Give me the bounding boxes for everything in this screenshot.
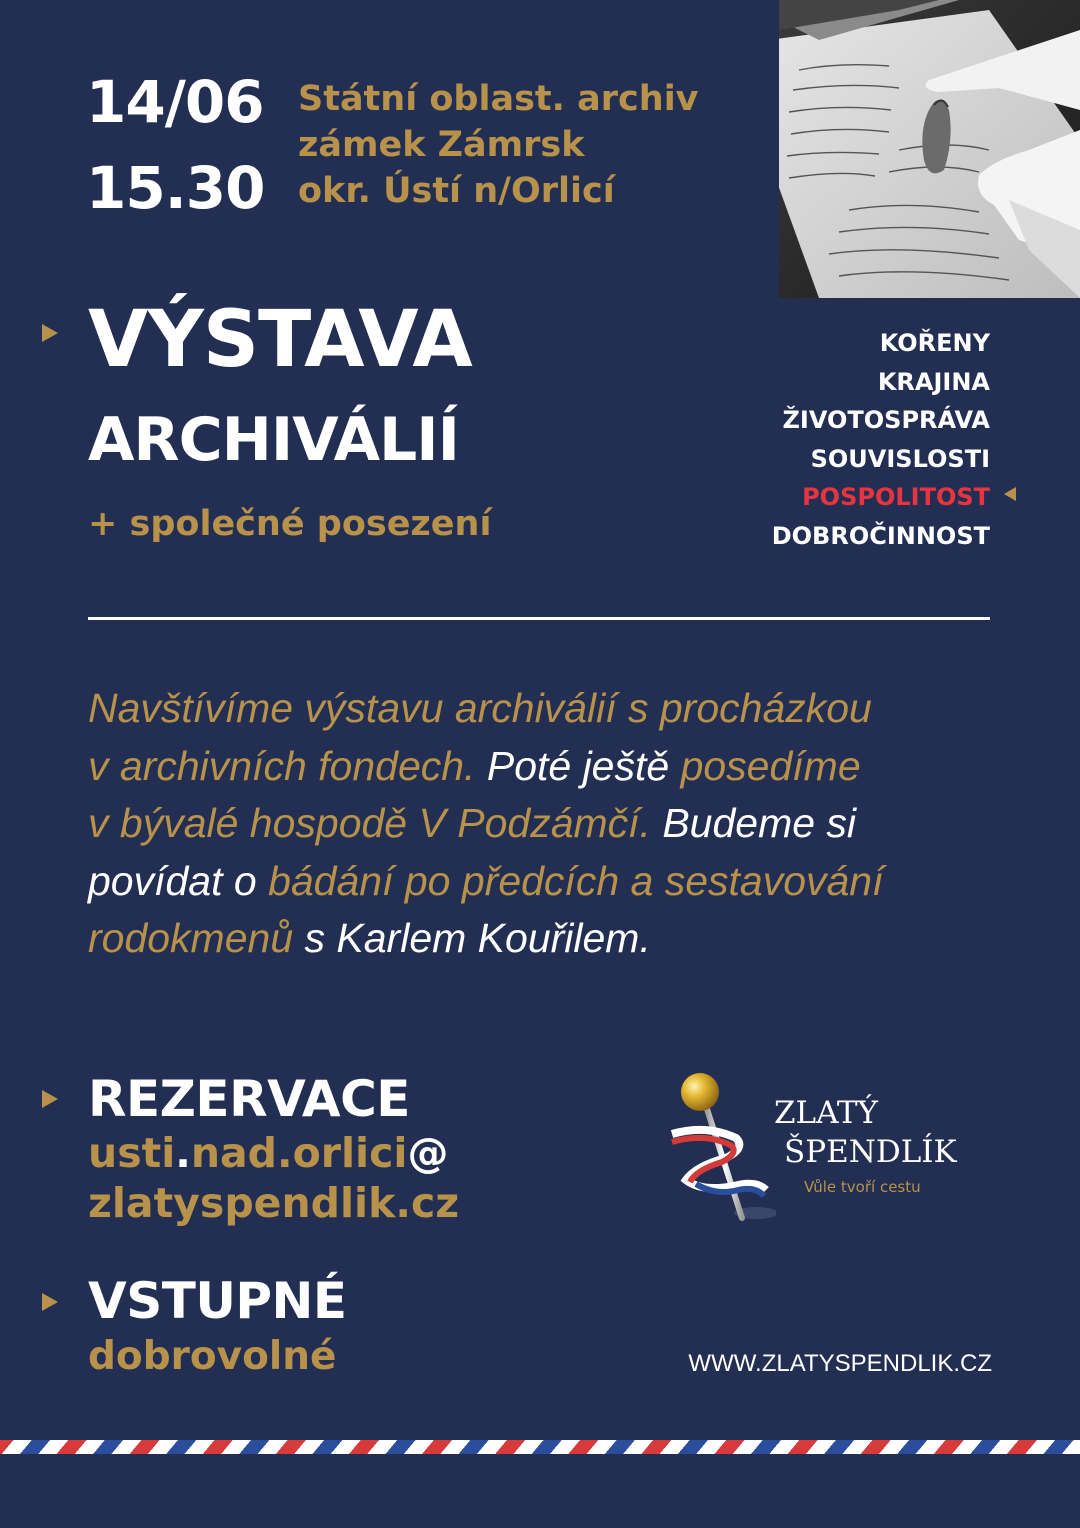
desc-text: v bývalé hospodě V Podzámčí. <box>88 800 651 846</box>
theme-item-highlighted: POSPOLITOST <box>802 483 990 511</box>
desc-text: v archivních fondech. <box>88 742 476 789</box>
theme-item: ŽIVOTOSPRÁVA <box>782 406 990 434</box>
logo-name <box>774 1094 957 1172</box>
fee-arrow-icon <box>42 1293 58 1311</box>
desc-text: povídat o <box>88 857 269 904</box>
event-time: 15.30 <box>86 154 265 222</box>
fee-value: dobrovolné <box>88 1334 337 1379</box>
theme-item: KRAJINA <box>877 367 990 396</box>
event-place <box>298 76 699 214</box>
email-at: @ <box>407 1129 449 1177</box>
themes-list <box>772 324 990 555</box>
desc-text: s Karlem Kouřilem. <box>293 915 651 961</box>
place-line-3: okr. Ústí n/Orlicí <box>298 171 615 211</box>
reservation-email[interactable] <box>88 1128 459 1228</box>
airmail-stripe <box>0 1440 1080 1454</box>
desc-text: Budeme si <box>650 800 857 846</box>
divider <box>88 617 990 620</box>
desc-text: Navštívíme výstavu archiválií s procházkou <box>88 685 872 731</box>
theme-item: SOUVISLOSTI <box>810 444 990 473</box>
desc-text: Poté ještě <box>475 742 681 789</box>
email-domain: zlatyspendlik.cz <box>88 1179 460 1227</box>
archive-photo-image <box>779 0 1080 298</box>
reservation-label: REZERVACE <box>88 1070 410 1128</box>
email-part: nad.orlici <box>190 1129 408 1177</box>
event-date: 14/06 <box>86 68 264 136</box>
place-line-1: Státní oblast. archiv <box>298 79 699 119</box>
email-part: usti <box>88 1129 176 1177</box>
title-line-2: ARCHIVÁLIÍ <box>88 405 459 475</box>
description <box>88 680 1038 968</box>
highlight-arrow-icon <box>1004 487 1016 501</box>
archive-photo <box>779 0 1080 298</box>
subtitle: + společné posezení <box>88 504 492 544</box>
logo-tagline: Vůle tvoří cestu <box>804 1178 921 1196</box>
desc-text: rodokmenů <box>88 915 294 961</box>
fee-label: VSTUPNÉ <box>88 1272 347 1330</box>
place-line-2: zámek Zámrsk <box>298 125 585 165</box>
website-link[interactable]: WWW.ZLATYSPENDLIK.CZ <box>688 1350 992 1377</box>
desc-text: posedíme <box>680 742 861 789</box>
title-arrow-icon <box>42 324 58 342</box>
reservation-arrow-icon <box>42 1090 58 1108</box>
logo-name-line-2: ŠPENDLÍK <box>784 1134 957 1170</box>
theme-item: DOBROČINNOST <box>771 521 990 550</box>
theme-item: KOŘENY <box>879 329 990 357</box>
logo-name-line-1: ZLATÝ <box>774 1095 878 1131</box>
title-line-1: VÝSTAVA <box>88 295 472 385</box>
desc-text: bádání po předcích a sestavování <box>268 857 884 904</box>
golden-pin-icon <box>666 1068 776 1228</box>
email-dot: . <box>175 1129 191 1177</box>
